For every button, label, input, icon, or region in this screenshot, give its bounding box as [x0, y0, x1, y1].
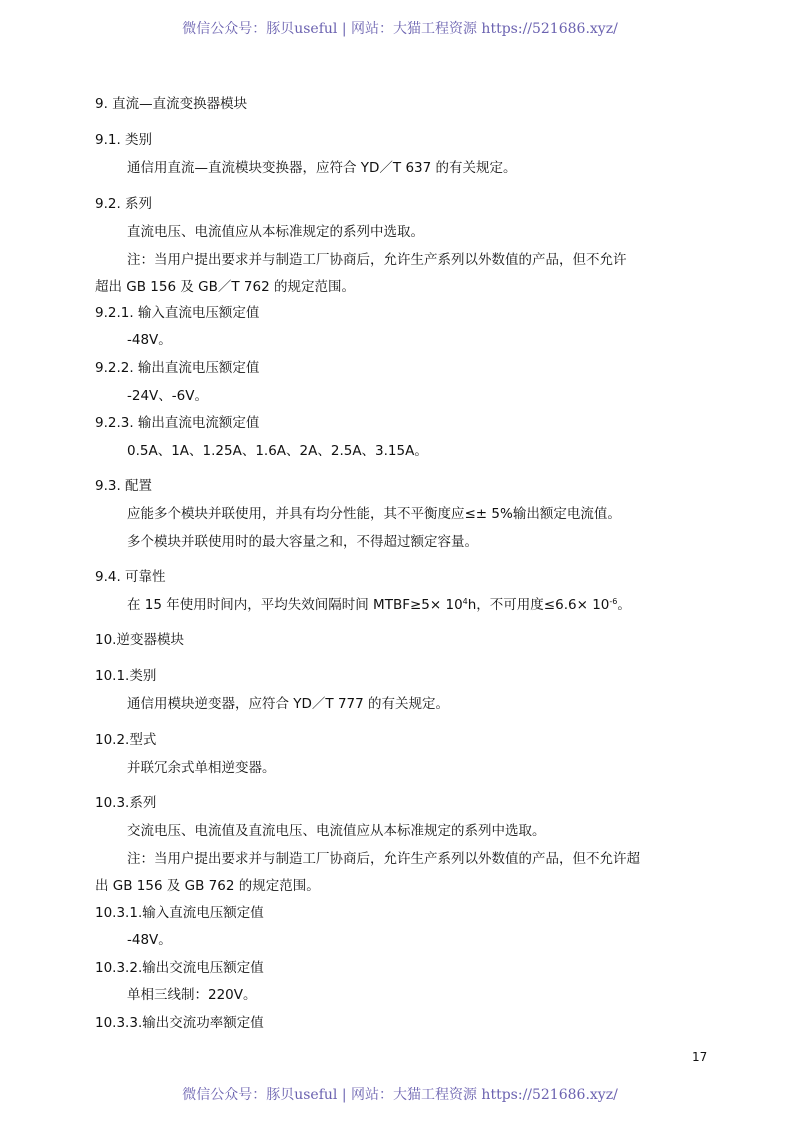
section-heading: 9.2.2. 输出直流电压额定值	[95, 360, 260, 376]
paragraph-line: 直流电压、电流值应从本标准规定的系列中选取。	[127, 224, 424, 240]
reliability-exponent-1: 4	[462, 597, 468, 606]
paragraph-line: -48V。	[127, 932, 172, 948]
paragraph-line: 注：当用户提出要求并与制造工厂协商后，允许生产系列以外数值的产品，但不允许超	[127, 851, 640, 867]
section-heading: 9.3. 配置	[95, 478, 153, 494]
reliability-exponent-2: -6	[609, 597, 618, 606]
section-heading: 10.2.型式	[95, 732, 157, 748]
watermark-header: 微信公众号：豚贝useful | 网站：大猫工程资源 https://521686.xyz/	[182, 21, 618, 37]
reliability-text-2: h，不可用度≤6.6× 10	[467, 597, 610, 613]
section-heading: 10.逆变器模块	[95, 632, 184, 648]
section-heading: 9.2.1. 输入直流电压额定值	[95, 305, 260, 321]
paragraph-line: 交流电压、电流值及直流电压、电流值应从本标准规定的系列中选取。	[127, 823, 546, 839]
paragraph-line: -48V。	[127, 332, 172, 348]
section-heading: 10.3.2.输出交流电压额定值	[95, 960, 264, 976]
section-heading: 9.4. 可靠性	[95, 569, 166, 585]
section-heading: 9. 直流—直流变换器模块	[95, 96, 248, 112]
page-number: 17	[692, 1050, 708, 1064]
paragraph-line: -24V、-6V。	[127, 388, 208, 404]
section-heading: 10.1.类别	[95, 668, 157, 684]
paragraph-line: 多个模块并联使用时的最大容量之和，不得超过额定容量。	[127, 534, 478, 550]
section-heading: 10.3.1.输入直流电压额定值	[95, 905, 264, 921]
section-heading: 出 GB 156 及 GB 762 的规定范围。	[95, 878, 320, 894]
paragraph-line: 通信用直流—直流模块变换器，应符合 YD／T 637 的有关规定。	[127, 160, 517, 176]
watermark-footer: 微信公众号：豚贝useful | 网站：大猫工程资源 https://521686.xyz/	[182, 1087, 618, 1103]
reliability-paragraph	[127, 596, 631, 614]
section-heading: 9.2.3. 输出直流电流额定值	[95, 415, 260, 431]
reliability-text-3: 。	[617, 597, 631, 613]
section-heading: 超出 GB 156 及 GB／T 762 的规定范围。	[95, 279, 355, 295]
reliability-text-1: 在 15 年使用时间内，平均失效间隔时间 MTBF≥5× 10	[127, 597, 463, 613]
section-heading: 9.1. 类别	[95, 132, 153, 148]
section-heading: 10.3.系列	[95, 795, 157, 811]
paragraph-line: 单相三线制：220V。	[127, 987, 257, 1003]
section-heading: 10.3.3.输出交流功率额定值	[95, 1015, 264, 1031]
paragraph-line: 应能多个模块并联使用，并具有均分性能，其不平衡度应≤± 5%输出额定电流值。	[127, 506, 621, 522]
section-heading: 9.2. 系列	[95, 196, 153, 212]
paragraph-line: 通信用模块逆变器，应符合 YD／T 777 的有关规定。	[127, 696, 450, 712]
paragraph-line: 0.5A、1A、1.25A、1.6A、2A、2.5A、3.15A。	[127, 443, 428, 459]
paragraph-line: 注：当用户提出要求并与制造工厂协商后，允许生产系列以外数值的产品，但不允许	[127, 252, 627, 268]
paragraph-line: 并联冗余式单相逆变器。	[127, 760, 276, 776]
